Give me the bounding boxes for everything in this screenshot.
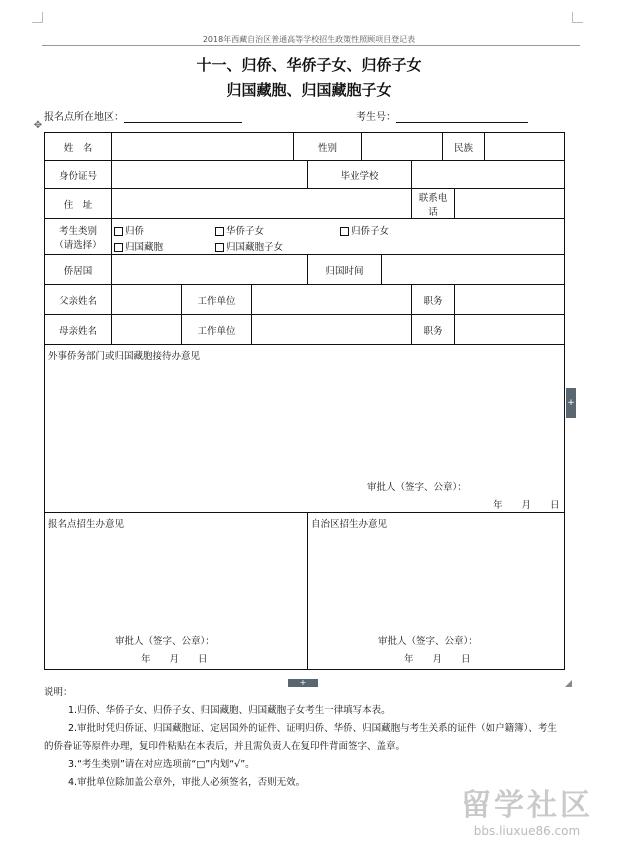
- option-returned-tibetan-children[interactable]: [215, 239, 283, 253]
- site-watermark: [452, 780, 602, 838]
- form-title-line-2: 归国藏胞、归国藏胞子女: [226, 81, 392, 99]
- phone-input[interactable]: [455, 189, 565, 219]
- category-label-line-1: 考生类别: [58, 225, 97, 237]
- option-label: 归侨: [125, 225, 145, 237]
- option-label: 归国藏胞: [125, 241, 164, 253]
- note-item: 1.归侨、华侨子女、归侨子女、归国藏胞、归国藏胞子女考生一律填写本表。: [68, 705, 391, 716]
- option-returned-tibetan[interactable]: [114, 239, 163, 253]
- mother-position-input[interactable]: [455, 315, 565, 345]
- foreign-affairs-opinion-cell[interactable]: [45, 345, 565, 513]
- father-work-unit-input[interactable]: [252, 285, 412, 315]
- date-label: 年 月 日: [493, 500, 560, 511]
- checkbox-icon[interactable]: [215, 227, 224, 236]
- page-header: 2018年西藏自治区普通高等学校招生政策性照顾项目登记表: [202, 35, 416, 44]
- foreign-affairs-opinion-label: 外事侨务部门或归国藏胞接待办意见: [48, 351, 201, 362]
- add-row-handle-icon[interactable]: +: [288, 679, 318, 687]
- return-time-label: 归国时间: [308, 255, 382, 285]
- mother-name-label: 母亲姓名: [45, 315, 112, 345]
- exam-no-field[interactable]: [356, 108, 528, 123]
- address-input[interactable]: [112, 189, 412, 219]
- mother-position-label: 职务: [412, 315, 455, 345]
- region-opinion-label: 自治区招生办意见: [311, 519, 388, 530]
- table-move-handle-icon[interactable]: ✥: [33, 120, 43, 131]
- signer-label: 审批人（签字、公章）：: [378, 636, 478, 647]
- school-label: 毕业学校: [308, 161, 412, 189]
- school-input[interactable]: [412, 161, 565, 189]
- location-field[interactable]: [44, 108, 242, 123]
- date-label: 年 月 日: [141, 654, 208, 665]
- exam-no-label: 考生号：: [356, 112, 396, 123]
- father-position-input[interactable]: [455, 285, 565, 315]
- corner-mark-top-left: [32, 12, 43, 23]
- notes-section: [44, 684, 564, 792]
- address-label: 住 址: [45, 189, 112, 219]
- option-overseas-chinese-children[interactable]: [215, 223, 264, 237]
- location-blank[interactable]: [124, 110, 242, 123]
- note-item: 3.“考生类别”请在对应选项前“□”内划“√”。: [68, 759, 255, 770]
- category-options: [112, 219, 565, 255]
- corner-mark-top-right: [572, 12, 583, 23]
- category-label: [45, 219, 112, 255]
- option-returned-overseas-chinese[interactable]: [114, 223, 144, 237]
- id-no-label: 身份证号: [45, 161, 112, 189]
- registration-table: [44, 132, 565, 670]
- phone-label: 联系电话: [412, 189, 455, 219]
- watermark-url: bbs.liuxue86.com: [473, 824, 581, 838]
- option-label: 华侨子女: [226, 225, 265, 237]
- header-divider: [42, 45, 580, 46]
- option-label: 归国藏胞子女: [226, 241, 284, 253]
- residence-country-label: 侨居国: [45, 255, 112, 285]
- signer-label: 审批人（签字、公章）：: [115, 636, 215, 647]
- table-resize-handle-icon[interactable]: [565, 680, 572, 687]
- ethnicity-input[interactable]: [485, 133, 565, 161]
- return-time-input[interactable]: [382, 255, 565, 285]
- option-returned-overseas-children[interactable]: [340, 223, 389, 237]
- mother-work-unit-input[interactable]: [252, 315, 412, 345]
- checkbox-icon[interactable]: [114, 243, 123, 252]
- mother-name-input[interactable]: [112, 315, 182, 345]
- father-position-label: 职务: [412, 285, 455, 315]
- checkbox-icon[interactable]: [114, 227, 123, 236]
- exam-no-blank[interactable]: [396, 110, 528, 123]
- checkbox-icon[interactable]: [215, 243, 224, 252]
- gender-label: 性别: [294, 133, 362, 161]
- watermark-logo-text: 留学社区: [461, 788, 593, 823]
- location-label: 报名点所在地区：: [44, 112, 124, 123]
- option-label: 归侨子女: [351, 225, 390, 237]
- date-label: 年 月 日: [404, 654, 471, 665]
- registration-opinion-label: 报名点招生办意见: [48, 519, 125, 530]
- signer-label: 审批人（签字、公章）：: [367, 482, 467, 493]
- note-item: 4.审批单位除加盖公章外，审批人必须签名，否则无效。: [68, 777, 306, 788]
- father-name-label: 父亲姓名: [45, 285, 112, 315]
- registration-opinion-cell[interactable]: [45, 513, 308, 670]
- name-label: 姓 名: [45, 133, 112, 161]
- checkbox-icon[interactable]: [340, 227, 349, 236]
- category-label-line-2: （请选择）: [54, 239, 102, 251]
- mother-work-unit-label: 工作单位: [182, 315, 252, 345]
- notes-heading: 说明：: [44, 687, 73, 698]
- note-item: 2.审批时凭归侨证、归国藏胞证、定居国外的证件、证明归侨、华侨、归国藏胞与考生关系的证件（如户籍簿）、考生的侨眷证等原件办理，复印件粘贴在本表后，并且需负责人在复印件背面签字、盖章。: [44, 723, 557, 752]
- region-opinion-cell[interactable]: [308, 513, 565, 670]
- side-expand-handle-icon[interactable]: +: [566, 388, 576, 418]
- father-work-unit-label: 工作单位: [182, 285, 252, 315]
- id-no-input[interactable]: [112, 161, 308, 189]
- father-name-input[interactable]: [112, 285, 182, 315]
- name-input[interactable]: [112, 133, 294, 161]
- residence-country-input[interactable]: [112, 255, 308, 285]
- ethnicity-label: 民族: [443, 133, 485, 161]
- form-title-line-1: 十一、归侨、华侨子女、归侨子女: [196, 56, 422, 74]
- gender-input[interactable]: [362, 133, 443, 161]
